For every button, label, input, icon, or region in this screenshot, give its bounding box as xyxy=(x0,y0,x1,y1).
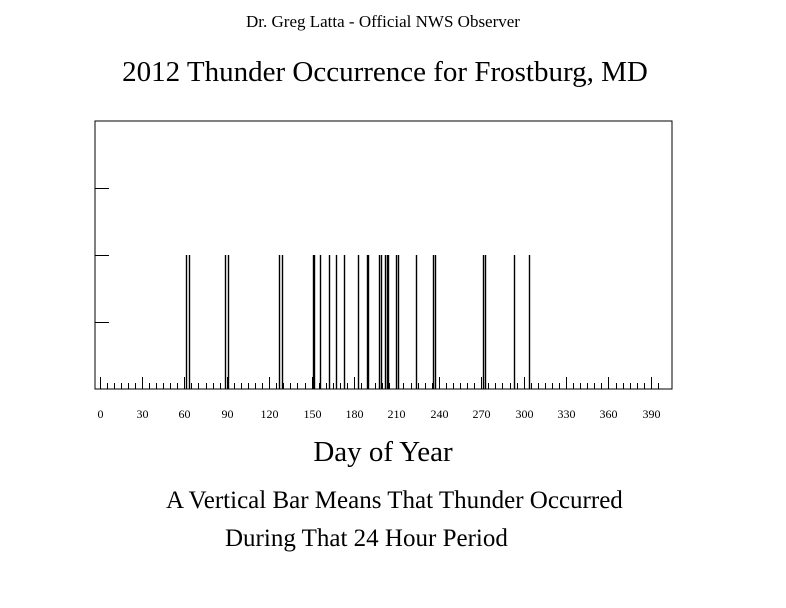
legend-note-line-1: A Vertical Bar Means That Thunder Occurred xyxy=(166,487,623,514)
plot-frame xyxy=(95,121,672,389)
x-tick-label-360: 360 xyxy=(599,407,618,421)
x-tick-label-150: 150 xyxy=(303,407,322,421)
y-axis-ticks xyxy=(95,189,109,323)
chart-title: 2012 Thunder Occurrence for Frostburg, MD xyxy=(122,56,648,88)
x-tick-label-30: 30 xyxy=(136,407,149,421)
x-tick-label-90: 90 xyxy=(221,407,234,421)
x-tick-label-180: 180 xyxy=(345,407,364,421)
x-axis-label: Day of Year xyxy=(313,436,453,468)
x-tick-label-240: 240 xyxy=(430,407,449,421)
observer-credit: Dr. Greg Latta - Official NWS Observer xyxy=(246,12,520,31)
x-tick-label-0: 0 xyxy=(97,407,104,421)
x-tick-label-120: 120 xyxy=(260,407,279,421)
x-tick-label-60: 60 xyxy=(178,407,191,421)
legend-note-line-2: During That 24 Hour Period xyxy=(225,525,508,552)
x-tick-label-210: 210 xyxy=(387,407,406,421)
thunder-bars xyxy=(187,255,530,389)
x-axis-tick-labels xyxy=(98,407,661,421)
x-tick-label-300: 300 xyxy=(515,407,534,421)
x-tick-label-270: 270 xyxy=(472,407,491,421)
x-tick-label-330: 330 xyxy=(557,407,576,421)
x-tick-label-390: 390 xyxy=(642,407,661,421)
